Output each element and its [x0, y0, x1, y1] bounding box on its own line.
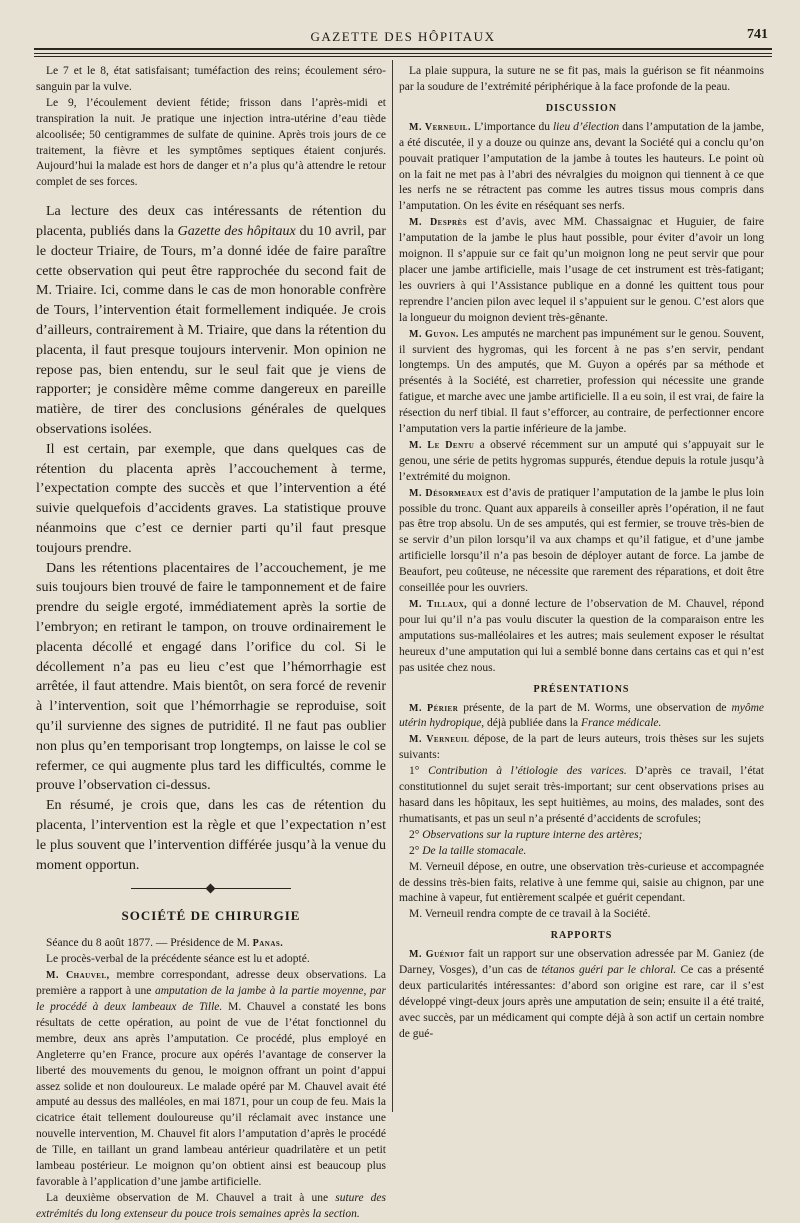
paragraph: Il est certain, par exemple, que dans quelques cas de rétention du placenta après l’accouchement à terme, l’expectation compte des succès et que l’intervention a été suivie quelquefois d’accidents graves. La statistique prouve néanmoins que c’est ce dernier parti qu’il faut presque toujours prendre. — [36, 441, 386, 556]
paragraph: M. Verneuil dépose, en outre, une observation très-curieuse et accompagnée de dessins très-bien faits, relative à une femme qui, saisie au chignon, par une machine à vapeur, fut entièrement scalpée et guérit cependant. — [399, 860, 764, 905]
paragraph: M. Desprès est d’avis, avec MM. Chassaignac et Huguier, de faire l’amputation de la jambe le plus haut possible, pour éviter d’avoir un long moignon. Il s’appuie sur ce fait qu’un moignon long ne peut servir que pour placer une jambe artificielle, mais l’usage de cet instrument est très-fatigant; les ouvriers à qui l’Assistance publique en a donné les quittent tous pour reprendre l’ancien pilon avec lequel il s’appuient sur le genou. C’est alors que la longueur du moignon devient très-gênante. — [399, 216, 764, 324]
list-item: 1° Contribution à l’étiologie des varices. D’après ce travail, l’état constitutionnel du sujet serait très-important; sur cent observations prises au hasard dans les hôpitaux, les sept huitièmes, au moins, des malades, sont des rhumatisants, et pas un seul n’a présenté d’accidents de scrofules; — [399, 765, 764, 825]
paragraph: M. Périer présente, de la part de M. Worms, une observation de myôme utérin hydropique, déjà publiée dans la France médicale. — [399, 701, 765, 730]
subsection-heading: RAPPORTS — [550, 930, 613, 942]
subsection-heading: DISCUSSION — [545, 102, 618, 114]
page-header — [34, 26, 772, 48]
paragraph: En résumé, je crois que, dans les cas de rétention du placenta, l’intervention est la règle et que l’expectation n’est le plus souvent que l’intervention différée jusqu’à la venue du moment opportun. — [36, 798, 386, 873]
paragraph: M. Guyon. Les amputés ne marchent pas impunément sur le genou. Souvent, il survient des hygromas, qui les forcent à ne pas s’en servir, pendant longtemps. Un des amputés, que M. Guyon a opérés par sa méthode et présentés à la Société, est charretier, profession qui nécessite une grande fatigue, et marche avec une jambe artificielle. Il a eu soin, il est vrai, de faire la résection du nerf tibial. Il faut s’efforcer, au contraire, de perfectionner encore l’amputation vers la partie inférieure de la jambe. — [399, 327, 765, 436]
page-number: 741 — [747, 27, 768, 42]
right-column — [399, 64, 764, 1114]
list-item: 2° Observations sur la rupture interne des artères; — [409, 828, 643, 841]
subsection-heading: PRÉSENTATIONS — [533, 683, 630, 695]
paragraph: M. Tillaux, qui a donné lecture de l’observation de M. Chauvel, répond pour lui qu’il n’a pas voulu discuter la question de la comparaison entre les amputations sus-malléolaires et les autres; mais seulement exposer le résultat heureux d’une amputation qui lui a semblé bonne dans certains cas et qui n’est pas usitée chez nous. — [399, 598, 765, 674]
paragraph: M. Le Dentu a observé récemment sur un amputé qui s’appuyait sur le genou, une série de petits hygromas suppurés, étendue depuis la rotule jusqu’à l’extrémité du moignon. — [399, 438, 765, 483]
paragraph: M. Guéniot fait un rapport sur une observation adressée par M. Ganiez (de Darney, Vosges), d’un cas de tétanos guéri par le chloral. Ce cas a présenté deux particularités intéressantes: d’abord son origine est rare, car il s’est développé vingt-deux jours après une amputation de sein; ensuite il a été traité, avec succès, par un médicament qui compte déjà à son actif un certain nombre de gué- — [399, 948, 764, 1040]
section-ornament — [131, 884, 291, 894]
paragraph: Le 7 et le 8, état satisfaisant; tuméfaction des reins; écoulement séro-sanguin par la vulve. — [36, 65, 386, 93]
header-rule — [34, 48, 772, 54]
paragraph: Le procès-verbal de la précédente séance est lu et adopté. — [46, 953, 310, 966]
header-rule-thin — [34, 56, 772, 57]
left-column — [36, 64, 387, 1220]
paragraph: M. Chauvel, membre correspondant, adresse deux observations. La première a rapport à une amputation de la jambe à la partie moyenne, par le procédé à deux lambeaux de Tille. M. Chauvel a constaté les bons résultats de cette opération, au point de vue de l’état fonctionnel du membre, deux ans après l’amputation. Ce procédé, plus employé en Angleterre qu’en France, procure aux opérés l’avantage de conserver la liberté des mouvements du genou, le moignon offrant un point d’appui assez solide et non douloureux. Le malade opéré par M. Chauvel avait été amputé au dessus des malléoles, en mai 1871, pour un coup de feu. Mais la cicatrice était tellement douloureuse qu’il réclamait avec instance une nouvelle intervention, M. Chauvel fit alors l’amputation d’après le procédé de Tille, en taillant un grand lambeau antérieur quadrilatère et un petit lambeau postérieur. Le moignon qu’on obtient ainsi est beaucoup plus favorable à l’application d’une jambe artificielle. — [36, 969, 386, 1188]
column-divider — [392, 60, 393, 1112]
paragraph: La lecture des deux cas intéressants de rétention du placenta, publiés dans la Gazette des hôpitaux du 10 avril, par le docteur Triaire, de Tours, m’a donné idée de faire paraître cette observation qui peut être rapprochée du second fait de M. Triaire. Ici, comme dans le cas de mon honorable confrère de Tours, l’intervention était formellement indiquée. Je crois d’ailleurs, contrairement à M. Triaire, que dans la rétention du placenta, il faut presque toujours intervenir. Mon opinion ne repose pas, bien entendu, sur le seul fait que je viens de rapporter; je considère même comme dangereux en pareille matière, de tirer des conclusions générales de quelques observations isolées. — [36, 204, 387, 438]
journal-title: GAZETTE DES HÔPITAUX — [310, 29, 496, 44]
paragraph: M. Verneuil. L’importance du lieu d’élection dans l’amputation de la jambe, a été discutée, il y a douze ou quinze ans, devant la Société qui a conclu qu’on pouvait pratiquer l’amputation de la jambe à toutes les hauteurs. Le point où on la fait ne met pas à l’abri des névralgies du moignon qui tiennent à ce que les nerfs ne se rétractent pas comme les autres tissus mous compris dans l’amputation. On les évite en réséquant ses nerfs. — [399, 120, 765, 213]
paragraph: Dans les rétentions placentaires de l’accouchement, je me suis toujours bien trouvé de faire le tamponnement et de faire prendre du seigle ergoté, immédiatement après la sortie de l’embryon; en retirant le tampon, on trouve ordinairement le placenta décollé et engagé dans l’orifice du col. Si le décollement n’a pas eu lieu c’est que l’hémorrhagie est arrêtée, il faut attendre. Mais bientôt, on sera forcé de revenir à l’intervention, soit que l’hémorrhagie se reproduise, soit qu’il survienne des signes de putridité. Il ne faut pas oublier non plus qu’en temporisant trop longtemps, on laisse le col se refermer, ce qui augmente plus tard les difficultés, comme le prouve l’observation ci-dessus. — [36, 560, 386, 794]
paragraph: La deuxième observation de M. Chauvel a trait à une suture des extrémités du long extenseur du pouce trois semaines après la section. — [36, 1191, 386, 1220]
paragraph: Le 9, l’écoulement devient fétide; frisson dans l’après-midi et transpiration la nuit. Je pratique une injection intra-utérine d’eau tiède alcoolisée; 50 centigrammes de sulfate de quinine. Après trois jours de ce traitement, la fièvre et les symptômes septiques étaient conjurés. Aujourd’hui la malade est hors de danger et n’a plus qu’à attendre le retour complet de ses forces. — [36, 96, 386, 189]
paragraph: M. Verneuil rendra compte de ce travail à la Société. — [409, 908, 651, 921]
paragraph: M. Désormeaux est d’avis de pratiquer l’amputation de la jambe le plus loin possible du tronc. Quant aux appareils à conseiller après l’opération, il ne faut pas être trop absolu. Un de ses amputés, qui est fermier, se trouve très-bien de se servir d’un pilon lorsqu’il va aux champs et qu’il fatigue, et d’une jambe artificielle lorsqu’il n’a pas besoin de déployer autant de force. La jambe de Beaufort, peu coûteuse, ne nécessite que rarement des réparations, et doit être conseillée pour les ouvriers. — [399, 486, 765, 595]
session-line: Séance du 8 août 1877. — Présidence de M. Panas. — [46, 937, 284, 950]
paragraph: La plaie suppura, la suture ne se fit pas, mais la guérison se fit néanmoins par la soudure de l’extrémité périphérique à la face profonde de la peau. — [399, 65, 764, 93]
paragraph: M. Verneuil dépose, de la part de leurs auteurs, trois thèses sur les sujets suivants: — [399, 733, 764, 762]
section-title: SOCIÉTÉ DE CHIRURGIE — [121, 908, 301, 924]
list-item: 2° De la taille stomacale. — [409, 844, 527, 857]
